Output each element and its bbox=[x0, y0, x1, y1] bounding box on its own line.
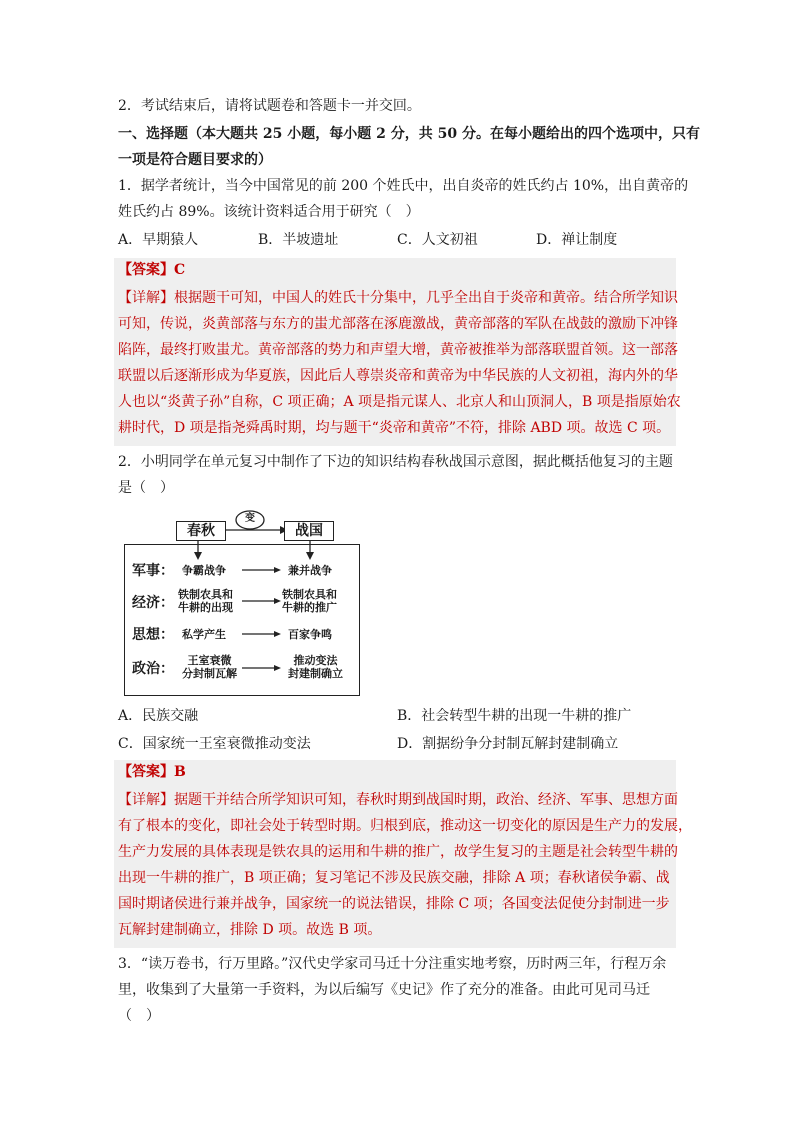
row-right-thought: 百家争鸣 bbox=[288, 628, 332, 641]
row-label-thought: 思想： bbox=[132, 627, 174, 643]
q2-explain-line: 有了根本的变化，即社会处于转型时期。归根到底，推动这一切变化的原因是生产力的发展， bbox=[118, 818, 692, 834]
q1-explain-line: 耕时代，D 项是指尧舜禹时期，均与题干“炎帝和黄帝”不符，排除 ABD 项。故选 C 项。 bbox=[118, 420, 671, 436]
q2-explain-line: 出现一牛耕的推广，B 项正确；复习笔记不涉及民族交融，排除 A 项；春秋诸侯争霸、战 bbox=[118, 870, 670, 886]
spring-autumn-warring-states-diagram bbox=[124, 510, 362, 696]
row-label-politics: 政治： bbox=[132, 661, 174, 677]
section-heading-cont bbox=[118, 150, 678, 170]
q1-explain-line: 可知，传说，炎黄部落与东方的蚩尤部落在涿鹿激战，黄帝部落的军队在战鼓的激励下冲锋 bbox=[118, 316, 678, 332]
q3-stem-3: （ ） bbox=[118, 1008, 160, 1024]
q2-stem-1: 2．小明同学在单元复习中制作了下边的知识结构春秋战国示意图，据此概括他复习的主题 bbox=[118, 454, 673, 470]
change-label: 变 bbox=[245, 513, 255, 524]
q1-stem-1: 1．据学者统计，当今中国常见的前 200 个姓氏中，出自炎帝的姓氏约占 10%，出自黄帝的 bbox=[118, 178, 689, 194]
q1-answer: 【答案】C bbox=[118, 262, 186, 278]
q3-stem-1: 3．“读万卷书，行万里路。”汉代史学家司马迁十分注重实地考察，历时两三年，行程万余 bbox=[118, 956, 667, 972]
row-left-economy: 铁制农具和 牛耕的出现 bbox=[178, 588, 233, 614]
q2-answer: 【答案】B bbox=[118, 764, 186, 780]
q1-explain-line: 人也以“炎黄子孙”自称，C 项正确；A 项是指元谋人、北京人和山顶洞人，B 项是指原始农 bbox=[118, 394, 681, 410]
q1-stem-2: 姓氏约占 89%。该统计资料适合用于研究（ ） bbox=[118, 204, 420, 220]
row-label-economy: 经济： bbox=[132, 595, 174, 611]
q1-option-b: B．半坡遗址 bbox=[258, 232, 339, 248]
q2-stem-2: 是（ ） bbox=[118, 480, 174, 496]
row-left-thought: 私学产生 bbox=[182, 628, 226, 641]
q3-stem-2: 里，收集到了大量第一手资料，为以后编写《史记》作了充分的准备。由此可见司马迁 bbox=[118, 982, 650, 998]
row-right-economy: 铁制农具和 牛耕的推广 bbox=[282, 588, 337, 614]
row-right-military: 兼并战争 bbox=[288, 564, 332, 577]
section-heading bbox=[118, 124, 700, 144]
exam-note: 2．考试结束后，请将试题卷和答题卡一并交回。 bbox=[118, 98, 421, 114]
row-left-politics: 王室衰微 分封制瓦解 bbox=[182, 654, 237, 680]
q1-explain-line: 陷阵，最终打败蚩尤。黄帝部落的势力和声望大增，黄帝被推举为部落联盟首领。这一部落 bbox=[118, 342, 678, 358]
row-right-politics: 推动变法 封建制确立 bbox=[288, 654, 343, 680]
q2-option-a: A．民族交融 bbox=[118, 708, 199, 724]
q2-option-c: C．国家统一王室衰微推动变法 bbox=[118, 736, 311, 752]
q2-option-b: B．社会转型牛耕的出现一牛耕的推广 bbox=[397, 708, 632, 724]
q2-explain-line: 【详解】据题干并结合所学知识可知，春秋时期到战国时期，政治、经济、军事、思想方面 bbox=[118, 792, 678, 808]
q2-explain-line: 生产力发展的具体表现是铁农具的运用和牛耕的推广，故学生复习的主题是社会转型牛耕的 bbox=[118, 844, 678, 860]
q1-option-d: D．禅让制度 bbox=[536, 232, 618, 248]
left-title-box: 春秋 bbox=[176, 521, 226, 541]
q1-option-a: A．早期猿人 bbox=[118, 232, 199, 248]
q2-explain-line: 瓦解封建制确立，排除 D 项。故选 B 项。 bbox=[118, 922, 382, 938]
section-heading-text-2: 一项是符合题目要求的） bbox=[118, 152, 272, 168]
q2-option-d: D．割据纷争分封制瓦解封建制确立 bbox=[397, 736, 619, 752]
q1-explain-line: 【详解】根据题干可知，中国人的姓氏十分集中，几乎全出自于炎帝和黄帝。结合所学知识 bbox=[118, 290, 678, 306]
q2-explain-line: 国时期诸侯进行兼并战争，国家统一的说法错误，排除 C 项；各国变法促使分封制进一步 bbox=[118, 896, 670, 912]
section-heading-text: 一、选择题（本大题共 25 小题，每小题 2 分，共 50 分。在每小题给出的四个选项中，只有 bbox=[118, 126, 700, 142]
q1-option-c: C．人文初祖 bbox=[397, 232, 478, 248]
right-title-box: 战国 bbox=[284, 521, 334, 541]
q1-explain-line: 联盟以后逐渐形成为华夏族，因此后人尊崇炎帝和黄帝为中华民族的人文初祖，海内外的华 bbox=[118, 368, 678, 384]
row-label-military: 军事： bbox=[132, 563, 174, 579]
row-left-military: 争霸战争 bbox=[182, 564, 226, 577]
